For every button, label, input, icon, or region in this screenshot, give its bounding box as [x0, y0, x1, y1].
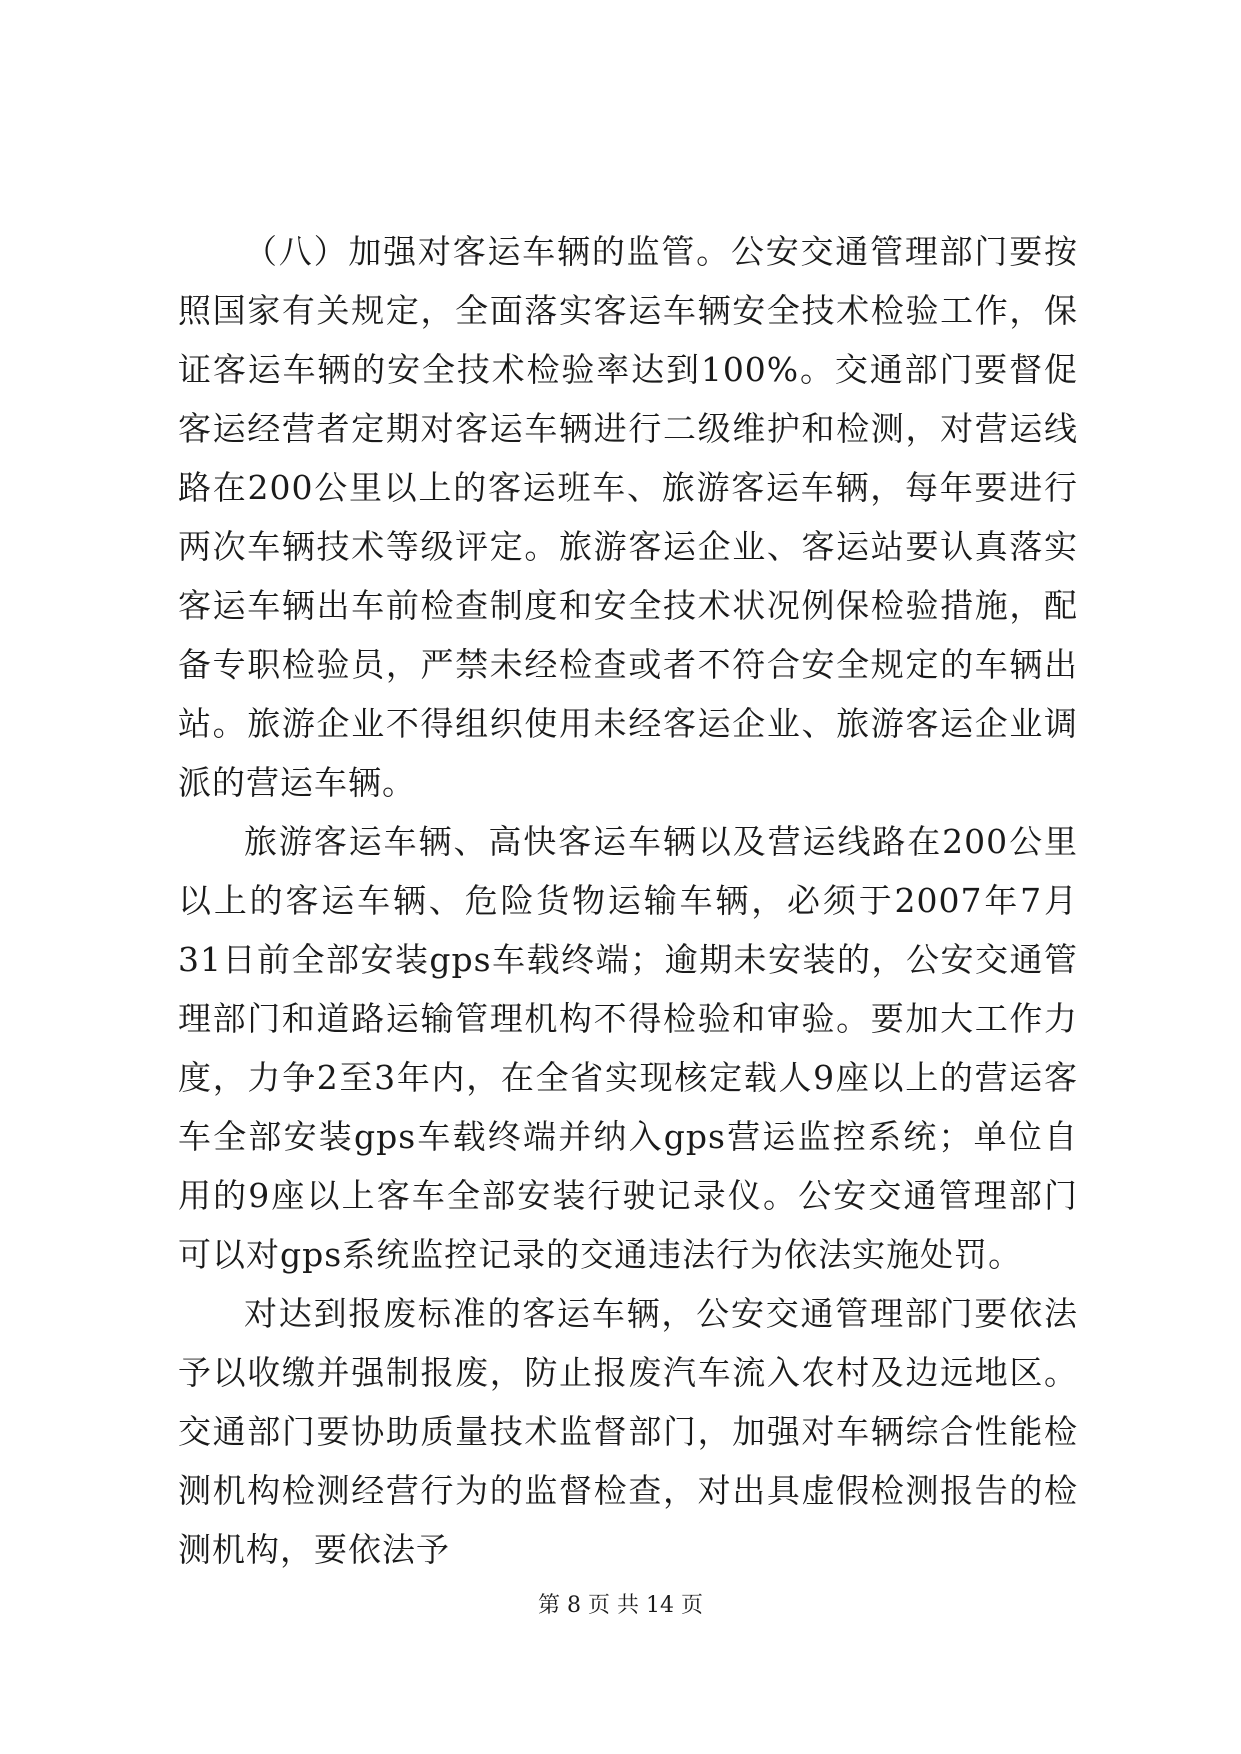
document-body: [178, 222, 1078, 1579]
paragraph-scrap-vehicles: 对达到报废标准的客运车辆，公安交通管理部门要依法予以收缴并强制报废，防止报废汽车流入农村及边远地区。交通部门要协助质量技术监督部门，加强对车辆综合性能检测机构检测经营行为的监督检查，对出具虚假检测报告的检测机构，要依法予: [178, 1294, 1078, 1569]
paragraph-vehicle-supervision: （八）加强对客运车辆的监管。公安交通管理部门要按照国家有关规定，全面落实客运车辆安全技术检验工作，保证客运车辆的安全技术检验率达到100%。交通部门要督促客运经营者定期对客运车辆进行二级维护和检测，对营运线路在200公里以上的客运班车、旅游客运车辆，每年要进行两次车辆技术等级评定。旅游客运企业、客运站要认真落实客运车辆出车前检查制度和安全技术状况例保检验措施，配备专职检验员，严禁未经检查或者不符合安全规定的车辆出站。旅游企业不得组织使用未经客运企业、旅游客运企业调派的营运车辆。: [178, 232, 1078, 802]
paragraph-gps-installation: 旅游客运车辆、高快客运车辆以及营运线路在200公里以上的客运车辆、危险货物运输车辆，必须于2007年7月31日前全部安装gps车载终端；逾期未安装的，公安交通管理部门和道路运输管理机构不得检验和审验。要加大工作力度，力争2至3年内，在全省实现核定载人9座以上的营运客车全部安装gps车载终端并纳入gps营运监控系统；单位自用的9座以上客车全部安装行驶记录仪。公安交通管理部门可以对gps系统监控记录的交通违法行为依法实施处罚。: [178, 822, 1078, 1274]
page-number-footer: 第 8 页 共 14 页: [538, 1593, 703, 1618]
